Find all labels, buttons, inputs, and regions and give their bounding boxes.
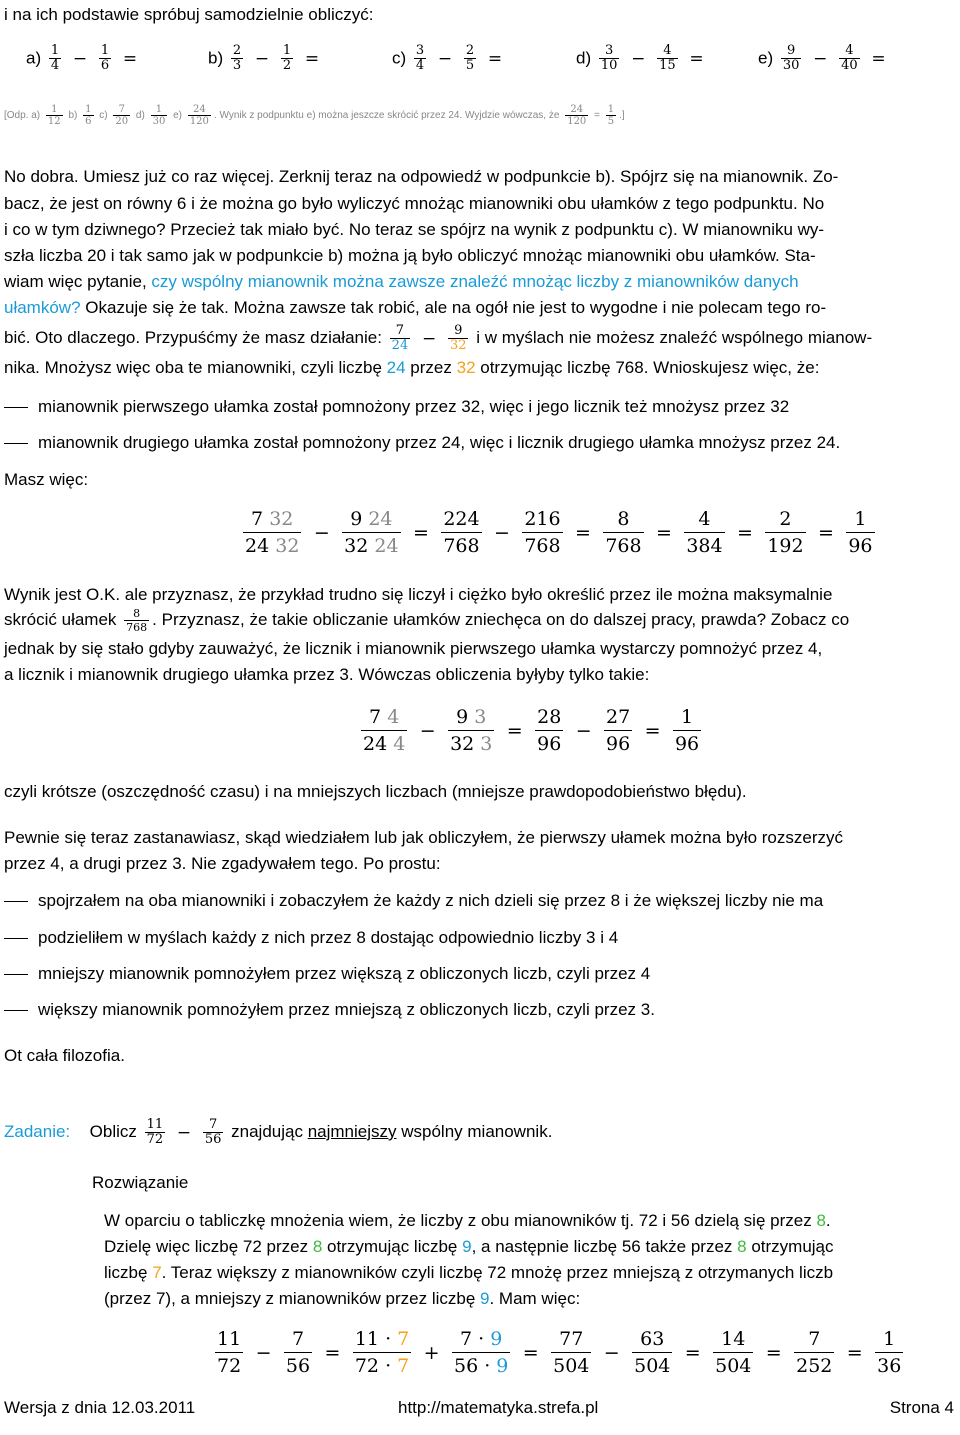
para1-line8: nika. Mnożysz więc oba te mianowniki, czyli liczbę 24 przez 32 otrzymując liczbę 768. Wnioskujesz więc, że: [4, 358, 820, 377]
ot-cala-filozofia: Ot cała filozofia. [4, 1046, 125, 1065]
footer-url[interactable]: http://matematyka.strefa.pl [398, 1398, 599, 1417]
bullet2-item: podzieliłem w myślach każdy z nich przez 8 dostając odpowiednio liczby 3 i 4 [4, 925, 618, 951]
bullet2-item: większy mianownik pomnożyłem przez mniejszą z obliczonych liczb, czyli przez 3. [4, 997, 655, 1023]
footer-version: Wersja z dnia 12.03.2011 [4, 1398, 196, 1417]
solution-line1: W oparciu o tabliczkę mnożenia wiem, że liczby z obu mianowników tj. 72 i 56 dzielą się przez 8. [104, 1211, 831, 1230]
para1-line4: szła liczba 20 i tak samo jak w podpunkcie b) można ją było obliczyć mnożąc mianowniki obu ułamków. Sta- [4, 246, 816, 265]
para2-line3: jednak by się stało gdyby zauważyć, że licznik i mianownik pierwszego ułamka wystarczy pomnożyć przez 4, [4, 639, 823, 658]
solution-line4: (przez 7), a mniejszy z mianowników przez liczbę 9. Mam więc: [104, 1289, 581, 1308]
intro-line: i na ich podstawie spróbuj samodzielnie obliczyć: [4, 5, 374, 24]
exercise-e: e) $\frac{9}{30}$ − $\frac{4}{40}$ = [758, 43, 886, 73]
para1-line3: i co w tym dziwnego? Przecież tak miało być. No teraz se spójrz na wynik z podpunktu c). W mianowniku wy- [4, 220, 825, 239]
bullet2-item: spojrzałem na oba mianowniki i zobaczyłem że każdy z nich dzieli się przez 8 i że większej liczby nie ma [4, 888, 823, 914]
para1-line7: bić. Oto dlaczego. Przypuśćmy że masz działanie: $\frac{7}{24}$ − $\frac{9}{32}$ i w myślach nie możesz znaleźć wspólnego mianow- [4, 323, 873, 354]
para1-line6: ułamków? Okazuje się że tak. Można zawsze tak robić, ale na ogół nie jest to wygodne i nie polecam tego ro- [4, 298, 827, 317]
exercise-a: a) $\frac{1}{4}$ − $\frac{1}{6}$ = [26, 43, 138, 73]
para3: czyli krótsze (oszczędność czasu) i na mniejszych liczbach (mniejsze prawdopodobieństwo błędu). [4, 782, 747, 801]
para4-line2: przez 4, a drugi przez 3. Nie zgadywałem tego. Po prostu: [4, 854, 441, 873]
bullet2-item: mniejszy mianownik pomnożyłem przez większą z obliczonych liczb, czyli przez 4 [4, 961, 650, 987]
para2-line2: skrócić ułamek $\frac{8}{768}$ . Przyznasz, że takie obliczanie ułamków zniechęca on do dalszej pracy, prawda? Zobacz co [4, 607, 850, 635]
para2-line4: a licznik i mianownik drugiego ułamka przez 3. Wówczas obliczenia byłyby tylko takie: [4, 665, 650, 684]
para2-line1: Wynik jest O.K. ale przyznasz, że przykład trudno się liczył i ciężko było określić przez ile można maksymalnie [4, 585, 833, 604]
equation-3: $\frac{11}{72}$ − $\frac{7}{56}$ = $\frac{11 \cdot 7}{72 \cdot 7}$ + $\frac{7 \cdot 9}{56 \cdot 9}$ = $\frac{77}{504}$ − $\frac{63}{504}$ = $\frac{14}{504}$ = $\frac{7}{252}$ = $\frac{1}{36}$ [217, 1328, 902, 1377]
para4-line1: Pewnie się teraz zastanawiasz, skąd wiedziałem lub jak obliczyłem, że pierwszy ułamek można było rozszerzyć [4, 828, 843, 847]
solution-heading: Rozwiązanie [92, 1173, 189, 1192]
answers-line: [Odp. a) $\frac{1}{12}$ b) $\frac{1}{6}$ c) $\frac{7}{20}$ d) $\frac{1}{30}$ e) $\frac{24}{120}$ . Wynik z podpunktu e) można jeszcze skrócić przez 24. Wyjdzie wówczas, że $\frac{24}{120}$ = $\frac{1}{5}$ .] [4, 104, 625, 127]
equation-1: $\frac{7 32}{24 32}$ − $\frac{9 24}{32 24}$ = $\frac{224}{768}$ − $\frac{216}{768}$ = $\frac{8}{768}$ = $\frac{4}{384}$ = $\frac{2}{192}$ = $\frac{1}{96}$ [245, 508, 873, 557]
bullet1-item: mianownik drugiego ułamka został pomnożony przez 24, więc i licznik drugiego ułamka mnożysz przez 24. [4, 430, 840, 456]
solution-line3: liczbę 7. Teraz większy z mianowników czyli liczbę 72 mnożę przez mniejszą z otrzymanych liczb [104, 1263, 834, 1282]
bullet1-item: mianownik pierwszego ułamka został pomnożony przez 32, więc i jego licznik też mnożysz przez 32 [4, 394, 789, 420]
exercise-b: b) $\frac{2}{3}$ − $\frac{1}{2}$ = [208, 43, 320, 73]
equation-2: $\frac{7 4}{24 4}$ − $\frac{9 3}{32 3}$ = $\frac{28}{96}$ − $\frac{27}{96}$ = $\frac{1}{96}$ [363, 706, 700, 755]
footer-fine-print [4, 1418, 956, 1432]
task-line: Zadanie: Oblicz $\frac{11}{72}$ − $\frac{7}{56}$ znajdując najmniejszy wspólny mianownik. [4, 1117, 553, 1148]
solution-line2: Dzielę więc liczbę 72 przez 8 otrzymując liczbę 9, a następnie liczbę 56 także przez 8 otrzymując [104, 1237, 834, 1256]
para1-line5: wiam więc pytanie, czy wspólny mianownik można zawsze znaleźć mnożąc liczby z mianowników danych [4, 272, 799, 291]
masz-wiec: Masz więc: [4, 470, 89, 489]
task-label: Zadanie: [4, 1122, 71, 1141]
exercise-d: d) $\frac{3}{10}$ − $\frac{4}{15}$ = [576, 43, 704, 73]
para1-line1: No dobra. Umiesz już co raz więcej. Zerknij teraz na odpowiedź w podpunkcie b). Spójrz się na mianownik. Zo- [4, 167, 839, 186]
footer-page-number: Strona 4 [889, 1398, 954, 1417]
para1-line2: bacz, że jest on równy 6 i że można go było wyliczyć mnożąc mianowniki obu ułamków z tego podpunktu. No [4, 194, 825, 213]
exercise-c: c) $\frac{3}{4}$ − $\frac{2}{5}$ = [392, 43, 503, 73]
